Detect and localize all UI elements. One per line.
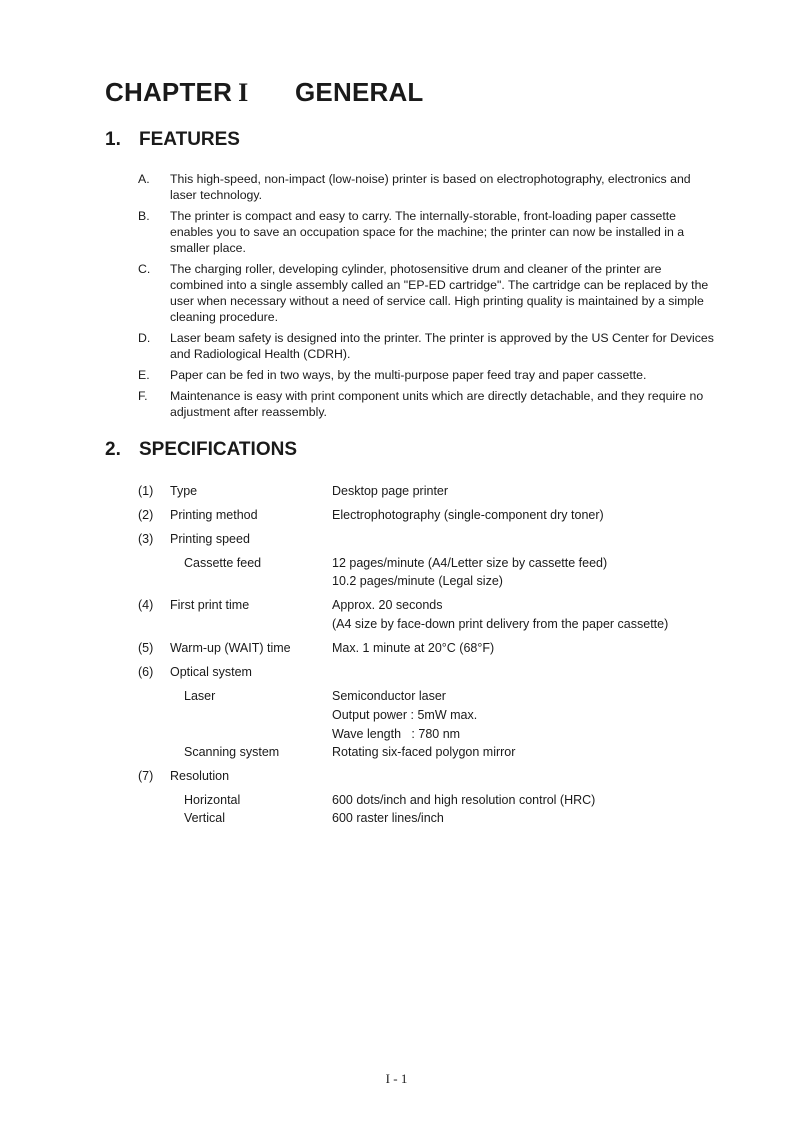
features-list [138, 171, 718, 425]
feature-letter: C. [138, 262, 151, 276]
spec-value: Rotating six-faced polygon mirror [332, 745, 516, 759]
feature-text: Maintenance is easy with print component units which are directly detachable, and they require no adjustment after reassembly. [170, 389, 704, 419]
features-heading [105, 129, 240, 151]
spec-value: 10.2 pages/minute (Legal size) [332, 574, 503, 588]
spec-label: Warm-up (WAIT) time [170, 641, 291, 655]
spec-sublabel: Cassette feed [184, 556, 262, 570]
spec-value: 600 raster lines/inch [332, 811, 444, 825]
spec-number: (6) [138, 665, 154, 679]
feature-letter: E. [138, 368, 150, 382]
spec-sublabel: Laser [184, 689, 216, 703]
feature-item [138, 388, 718, 420]
feature-text: Laser beam safety is designed into the printer. The printer is approved by the US Center for Devices and Radiological Health (CDRH). [170, 331, 714, 361]
spec-value: 600 dots/inch and high resolution control (HRC) [332, 793, 596, 807]
spec-label: Optical system [170, 665, 252, 679]
spec-label: Type [170, 484, 198, 498]
spec-sublabel: Horizontal [184, 793, 241, 807]
section-number: 1. [105, 129, 121, 150]
chapter-numeral: I [238, 78, 249, 107]
feature-letter: A. [138, 172, 150, 186]
spec-label: Printing speed [170, 532, 250, 546]
section-title: FEATURES [139, 129, 240, 150]
spec-value: Wave length : 780 nm [332, 727, 461, 741]
chapter-word: CHAPTER [105, 77, 233, 107]
feature-letter: B. [138, 209, 150, 223]
feature-item [138, 367, 718, 383]
spec-label: Printing method [170, 508, 258, 522]
spec-value: 12 pages/minute (A4/Letter size by cassette feed) [332, 556, 608, 570]
spec-number: (5) [138, 641, 154, 655]
spec-value: Desktop page printer [332, 484, 449, 498]
spec-value: Output power : 5mW max. [332, 708, 478, 722]
spec-number: (2) [138, 508, 154, 522]
feature-text: This high-speed, non-impact (low-noise) printer is based on electrophotography, electronics and laser technology. [170, 172, 691, 202]
feature-item [138, 261, 718, 325]
spec-value: (A4 size by face-down print delivery from the paper cassette) [332, 617, 669, 631]
specifications-heading [105, 439, 297, 461]
feature-item [138, 330, 718, 362]
feature-text: Paper can be fed in two ways, by the multi-purpose paper feed tray and paper cassette. [170, 368, 647, 382]
feature-text: The charging roller, developing cylinder, photosensitive drum and cleaner of the printer are combined into a single assembly called an "EP-ED cartridge". The cartridge can be replaced by the user when necessary without a need of service call. High printing quality is maintained by a simple cleaning procedure. [170, 262, 709, 324]
spec-label: First print time [170, 598, 250, 612]
spec-value: Max. 1 minute at 20°C (68°F) [332, 641, 495, 655]
chapter-title [105, 77, 424, 108]
spec-number: (3) [138, 532, 154, 546]
feature-item [138, 208, 718, 256]
feature-item [138, 171, 718, 203]
spec-value: Electrophotography (single-component dry toner) [332, 508, 604, 522]
spec-sublabel: Scanning system [184, 745, 280, 759]
feature-letter: D. [138, 331, 151, 345]
feature-text: The printer is compact and easy to carry. The internally-storable, front-loading paper cassette enables you to save an occupation space for the machine; the printer can now be installed in a smaller place. [170, 209, 685, 255]
spec-number: (4) [138, 598, 154, 612]
spec-value: Semiconductor laser [332, 689, 446, 703]
spec-sublabel: Vertical [184, 811, 225, 825]
chapter-name: GENERAL [295, 77, 424, 107]
spec-number: (1) [138, 484, 154, 498]
page-number: I - 1 [385, 1071, 408, 1086]
spec-label: Resolution [170, 769, 230, 783]
spec-value: Approx. 20 seconds [332, 598, 443, 612]
feature-letter: F. [138, 389, 148, 403]
section-title: SPECIFICATIONS [139, 439, 297, 460]
spec-number: (7) [138, 769, 154, 783]
section-number: 2. [105, 439, 121, 460]
